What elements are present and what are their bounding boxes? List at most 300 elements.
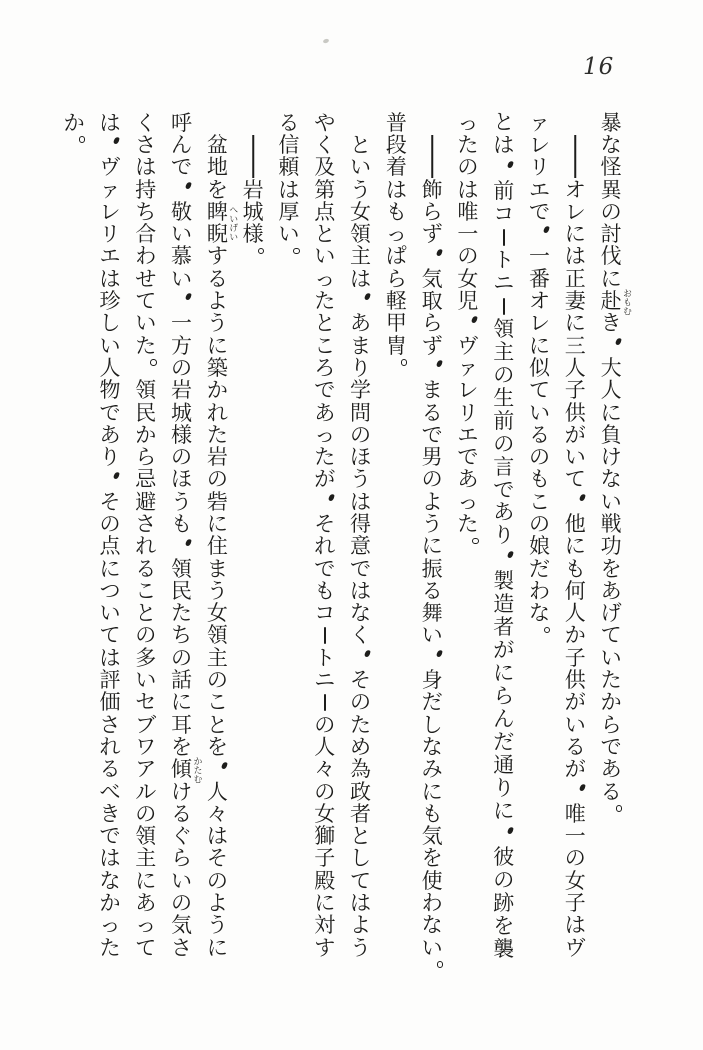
char-cell: 大: [600, 355, 622, 380]
char-cell: レ: [564, 199, 586, 224]
char-cell: 着: [385, 155, 407, 180]
char-cell: に: [206, 333, 228, 358]
char-cell: か: [63, 110, 85, 135]
char-cell: う: [421, 511, 443, 536]
char-cell: 気: [421, 824, 443, 849]
char-cell: は: [457, 177, 479, 202]
char-cell: で: [457, 445, 479, 470]
char-cell: な: [350, 601, 372, 626]
char-cell: を: [421, 846, 443, 871]
char-cell: 人: [99, 355, 121, 380]
char-cell: [164, 179, 200, 201]
char-cell: で: [493, 477, 515, 502]
char-cell: [593, 803, 629, 825]
char-cell: に: [600, 266, 622, 291]
char-cell: ニ: [493, 270, 515, 295]
char-cell: あ: [314, 400, 336, 425]
char-cell: 民: [171, 578, 193, 603]
char-cell: よ: [421, 489, 443, 514]
char-cell: あ: [600, 578, 622, 603]
period-mark: [258, 248, 265, 255]
period-mark: [401, 359, 408, 366]
char-cell: ァ: [99, 177, 121, 202]
char-cell: は: [350, 578, 372, 603]
char-cell: 岩: [171, 378, 193, 403]
char-cell: [199, 759, 235, 781]
char-cell: [522, 223, 558, 245]
char-cell: を: [493, 913, 515, 938]
char-cell: は: [99, 645, 121, 670]
char-cell: り: [493, 523, 515, 548]
char-cell: ら: [600, 712, 622, 737]
char-cell: っ: [385, 222, 407, 247]
char-cell: の: [529, 511, 550, 536]
char-cell: に: [564, 222, 586, 247]
ruby-base: [164, 756, 202, 784]
char-cell: り: [350, 355, 372, 380]
comma-mark: [114, 137, 120, 144]
char-cell: い: [600, 489, 622, 514]
char-cell: に: [314, 891, 336, 916]
char-cell: る: [421, 400, 443, 425]
char-cell: 信: [278, 132, 300, 157]
comma-mark: [579, 494, 585, 501]
char-cell: ァ: [529, 110, 550, 135]
char-cell: 子: [564, 645, 586, 670]
char-cell: ヴ: [99, 155, 121, 180]
char-cell: の: [493, 431, 515, 456]
char-cell: し: [99, 311, 121, 336]
text-block: [56, 112, 629, 960]
char-cell: て: [564, 467, 586, 492]
text-column: [522, 112, 558, 960]
char-cell: の: [206, 467, 228, 492]
char-cell: い: [171, 266, 193, 291]
char-cell: 一: [529, 244, 550, 269]
char-cell: に: [529, 333, 550, 358]
char-cell: 伐: [600, 244, 622, 269]
char-cell: 領: [171, 556, 193, 581]
char-cell: 一: [564, 824, 586, 849]
char-cell: よ: [350, 913, 372, 938]
char-cell: で: [314, 378, 336, 403]
char-cell: る: [564, 734, 586, 759]
char-cell: の: [206, 668, 228, 693]
char-cell: 城: [242, 199, 264, 224]
char-cell: 睨: [206, 222, 228, 247]
period-mark: [544, 627, 551, 634]
char-cell: の: [171, 355, 193, 380]
char-cell: と: [135, 601, 157, 626]
char-cell: オ: [529, 289, 550, 314]
char-cell: 者: [350, 801, 372, 826]
char-cell: 様: [171, 422, 193, 447]
char-cell: 甲: [385, 311, 407, 336]
text-column: [414, 112, 450, 960]
char-cell: 一: [457, 222, 479, 247]
char-cell: 領: [350, 222, 372, 247]
char-cell: た: [171, 601, 193, 626]
char-cell: る: [206, 266, 228, 291]
char-cell: は: [564, 913, 586, 938]
char-cell: 唯: [457, 199, 479, 224]
text-column: [378, 112, 414, 960]
char-cell: [164, 536, 200, 558]
char-cell: い: [171, 868, 193, 893]
char-cell: よ: [206, 289, 228, 314]
char-cell: 呼: [171, 110, 193, 135]
char-cell: の: [493, 362, 515, 387]
char-cell: 物: [99, 378, 121, 403]
char-cell: う: [171, 489, 193, 514]
char-cell: の: [135, 801, 157, 826]
char-cell: ら: [421, 199, 443, 224]
em-dash-rule: [414, 134, 450, 179]
char-cell: ま: [421, 378, 443, 403]
indent-spacer: [199, 112, 235, 134]
char-cell: う: [206, 913, 228, 938]
char-cell: 他: [564, 511, 586, 536]
char-cell: だ: [421, 690, 443, 715]
period-mark: [472, 538, 479, 545]
char-cell: は: [206, 824, 228, 849]
char-cell: い: [314, 244, 336, 269]
char-cell: い: [171, 222, 193, 247]
char-cell: を: [206, 177, 228, 202]
char-cell: 話: [171, 668, 193, 693]
char-cell: そ: [206, 846, 228, 871]
em-dash-rule: [557, 134, 593, 179]
char-cell: [450, 536, 486, 558]
period-mark: [150, 359, 157, 366]
char-cell: ブ: [135, 712, 157, 737]
comma-mark: [364, 293, 370, 300]
char-cell: [235, 246, 271, 268]
char-cell: 妻: [564, 289, 586, 314]
char-cell: ほ: [350, 445, 372, 470]
char-cell: て: [529, 378, 550, 403]
char-cell: 々: [206, 801, 228, 826]
long-vowel-mark: [503, 298, 505, 315]
char-cell: い: [135, 311, 157, 336]
char-cell: い: [99, 333, 121, 358]
char-cell: の: [350, 422, 372, 447]
char-cell: で: [529, 199, 550, 224]
char-cell: か: [206, 378, 228, 403]
char-cell: た: [99, 935, 121, 960]
char-cell: ち: [171, 623, 193, 648]
char-cell: ニ: [314, 668, 336, 693]
char-cell: せ: [135, 266, 157, 291]
char-cell: [593, 335, 629, 357]
char-cell: [450, 313, 486, 335]
char-cell: コ: [493, 201, 515, 226]
text-column: [199, 112, 238, 960]
char-cell: [343, 290, 379, 312]
char-cell: う: [350, 177, 372, 202]
char-cell: 女: [314, 801, 336, 826]
char-cell: [486, 227, 522, 248]
char-cell: 子: [314, 846, 336, 871]
char-cell: [414, 246, 450, 268]
char-cell: あ: [600, 757, 622, 782]
char-cell: 身: [421, 668, 443, 693]
char-cell: 舞: [421, 601, 443, 626]
char-cell: 主: [206, 645, 228, 670]
char-cell: ろ: [314, 355, 336, 380]
long-vowel-mark: [324, 627, 326, 644]
char-cell: に: [493, 799, 515, 824]
char-cell: は: [350, 489, 372, 514]
char-cell: [414, 647, 450, 669]
char-cell: こ: [529, 489, 550, 514]
char-cell: 女: [457, 266, 479, 291]
char-cell: 女: [564, 868, 586, 893]
char-cell: ぱ: [385, 244, 407, 269]
char-cell: に: [564, 311, 586, 336]
char-cell: ル: [135, 779, 157, 804]
char-cell: 前: [493, 178, 515, 203]
char-cell: 領: [493, 316, 515, 341]
char-cell: ら: [493, 684, 515, 709]
char-cell: が: [314, 467, 336, 492]
char-cell: ぐ: [171, 824, 193, 849]
char-cell: て: [135, 289, 157, 314]
char-cell: で: [421, 422, 443, 447]
char-cell: 気: [421, 266, 443, 291]
char-cell: 住: [206, 534, 228, 559]
char-cell: 暴: [600, 110, 622, 135]
ruby-base: [199, 199, 238, 247]
char-cell: 赴: [600, 289, 622, 314]
char-cell: ん: [493, 707, 515, 732]
char-cell: が: [564, 422, 586, 447]
char-cell: で: [600, 734, 622, 759]
char-cell: [486, 548, 522, 569]
char-cell: レ: [529, 132, 550, 157]
char-cell: [557, 781, 593, 803]
char-cell: 耳: [171, 712, 193, 737]
char-cell: し: [350, 846, 372, 871]
char-cell: の: [457, 155, 479, 180]
char-cell: 領: [135, 824, 157, 849]
char-cell: 番: [529, 266, 550, 291]
char-cell: 学: [350, 378, 372, 403]
char-cell: ず: [421, 222, 443, 247]
char-cell: [557, 491, 593, 513]
char-cell: も: [564, 556, 586, 581]
char-cell: た: [350, 712, 372, 737]
char-cell: べ: [99, 779, 121, 804]
char-cell: に: [171, 690, 193, 715]
char-cell: 対: [314, 913, 336, 938]
char-cell: 冑: [385, 333, 407, 358]
char-cell: が: [564, 690, 586, 715]
char-cell: 城: [171, 400, 193, 425]
char-cell: 軽: [385, 289, 407, 314]
comma-mark: [615, 337, 621, 344]
char-cell: 何: [564, 578, 586, 603]
char-cell: も: [314, 578, 336, 603]
char-cell: る: [171, 801, 193, 826]
char-cell: [271, 246, 307, 268]
char-cell: ま: [206, 556, 228, 581]
char-cell: か: [564, 623, 586, 648]
char-cell: わ: [135, 244, 157, 269]
text-column: [557, 112, 593, 960]
char-cell: な: [421, 913, 443, 938]
char-cell: は: [564, 244, 586, 269]
char-cell: 子: [564, 891, 586, 916]
char-cell: を: [206, 734, 228, 759]
char-cell: 盆: [206, 132, 228, 157]
char-cell: [486, 158, 522, 179]
char-cell: [307, 692, 343, 714]
char-cell: で: [314, 556, 336, 581]
char-cell: か: [99, 891, 121, 916]
text-column: [271, 112, 307, 960]
char-cell: も: [529, 467, 550, 492]
char-cell: る: [529, 422, 550, 447]
char-cell: ら: [421, 311, 443, 336]
char-cell: 慕: [171, 244, 193, 269]
indent-spacer: [414, 112, 450, 134]
char-cell: の: [600, 199, 622, 224]
char-cell: の: [135, 623, 157, 648]
char-cell: エ: [457, 422, 479, 447]
char-cell: わ: [421, 891, 443, 916]
furigana: おもむ: [621, 288, 631, 316]
char-cell: あ: [135, 891, 157, 916]
char-cell: の: [564, 846, 586, 871]
char-cell: い: [135, 668, 157, 693]
comma-mark: [114, 471, 120, 478]
comma-mark: [507, 827, 513, 834]
char-cell: 厚: [278, 199, 300, 224]
comma-mark: [185, 538, 191, 545]
char-cell: 獅: [314, 824, 336, 849]
page-number: 16: [583, 54, 615, 80]
char-cell: 女: [206, 601, 228, 626]
char-cell: は: [135, 155, 157, 180]
char-cell: て: [99, 623, 121, 648]
char-cell: [92, 469, 128, 491]
char-cell: 民: [135, 400, 157, 425]
char-cell: 正: [564, 266, 586, 291]
text-column: [128, 112, 164, 960]
ruby-base: [593, 288, 631, 316]
char-cell: 々: [314, 757, 336, 782]
char-cell: 砦: [206, 489, 228, 514]
period-mark: [293, 248, 300, 255]
char-cell: 地: [206, 155, 228, 180]
char-cell: で: [171, 155, 193, 180]
char-cell: き: [99, 801, 121, 826]
char-cell: っ: [314, 422, 336, 447]
char-cell: そ: [350, 668, 372, 693]
char-cell: に: [206, 935, 228, 960]
char-cell: れ: [206, 400, 228, 425]
char-cell: 異: [600, 177, 622, 202]
char-cell: ま: [350, 333, 372, 358]
char-cell: め: [350, 734, 372, 759]
char-cell: 普: [385, 110, 407, 135]
char-cell: も: [421, 801, 443, 826]
char-cell: あ: [99, 422, 121, 447]
char-cell: の: [171, 645, 193, 670]
char-cell: ず: [421, 333, 443, 358]
char-cell: の: [206, 868, 228, 893]
char-cell: か: [600, 690, 622, 715]
text-column: [593, 112, 629, 960]
char-cell: 点: [99, 534, 121, 559]
char-cell: こ: [314, 333, 336, 358]
char-cell: 男: [421, 445, 443, 470]
char-cell: 築: [206, 355, 228, 380]
char-cell: れ: [135, 534, 157, 559]
char-cell: ら: [171, 846, 193, 871]
char-cell: ほ: [171, 467, 193, 492]
char-cell: 娘: [529, 534, 550, 559]
char-cell: み: [421, 757, 443, 782]
char-cell: い: [564, 712, 586, 737]
char-cell: が: [564, 757, 586, 782]
char-cell: 生: [493, 385, 515, 410]
char-cell: っ: [457, 110, 479, 135]
char-cell: の: [314, 712, 336, 737]
char-cell: 珍: [99, 289, 121, 314]
long-vowel-mark: [503, 229, 505, 246]
comma-mark: [436, 360, 442, 367]
char-cell: る: [99, 757, 121, 782]
char-cell: は: [278, 177, 300, 202]
char-cell: ア: [135, 757, 157, 782]
char-cell: 児: [457, 289, 479, 314]
scan-speck: [322, 38, 329, 44]
char-cell: く: [314, 132, 336, 157]
char-cell: 問: [350, 400, 372, 425]
char-cell: で: [99, 400, 121, 425]
char-cell: ワ: [135, 734, 157, 759]
char-cell: 負: [600, 422, 622, 447]
char-cell: に: [99, 556, 121, 581]
text-column: [343, 112, 379, 960]
char-cell: 為: [350, 757, 372, 782]
char-cell: た: [600, 668, 622, 693]
char-cell: ァ: [457, 355, 479, 380]
char-cell: ら: [135, 445, 157, 470]
char-cell: り: [493, 776, 515, 801]
comma-mark: [185, 181, 191, 188]
char-cell: ヴ: [564, 935, 586, 960]
char-cell: で: [350, 556, 372, 581]
char-cell: け: [600, 445, 622, 470]
char-cell: の: [171, 891, 193, 916]
comma-mark: [579, 783, 585, 790]
char-cell: に: [421, 534, 443, 559]
char-cell: 合: [135, 222, 157, 247]
text-column: [486, 112, 522, 960]
char-cell: 一: [171, 311, 193, 336]
char-cell: い: [421, 935, 443, 960]
char-cell: で: [99, 824, 121, 849]
char-cell: 前: [493, 408, 515, 433]
char-cell: 怪: [600, 155, 622, 180]
char-cell: に: [493, 661, 515, 686]
char-cell: 討: [600, 222, 622, 247]
char-cell: 評: [99, 668, 121, 693]
char-cell: 領: [206, 623, 228, 648]
